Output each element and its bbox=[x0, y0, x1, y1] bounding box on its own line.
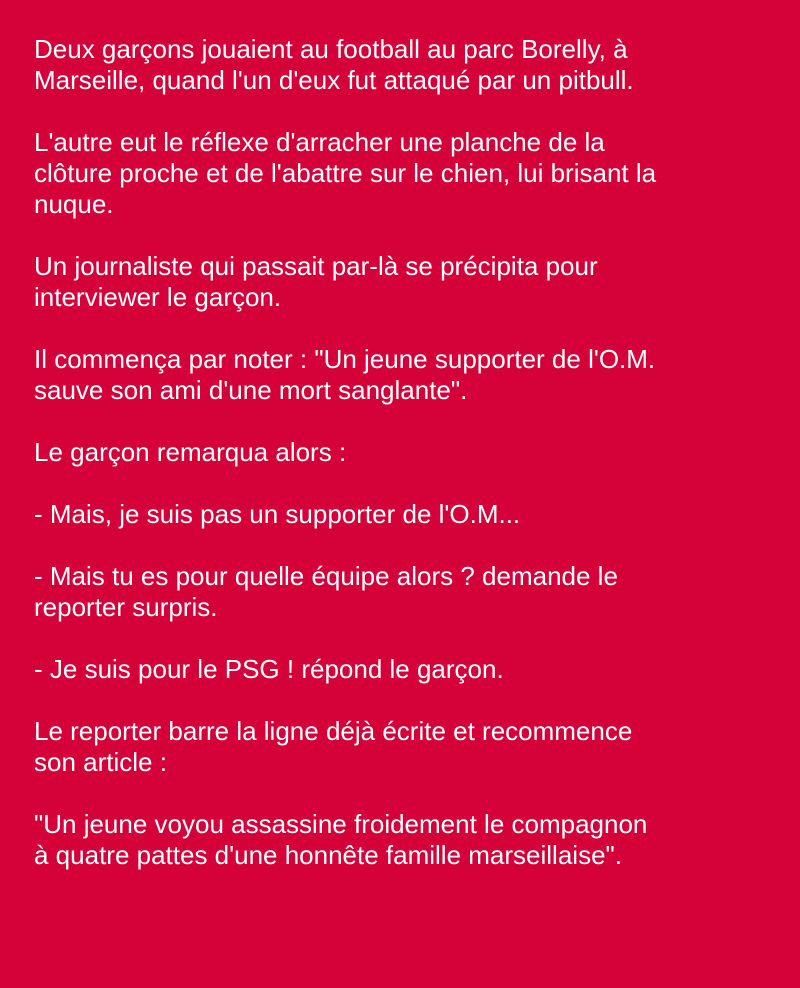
text-line: à quatre pattes d'une honnête famille marseillaise". bbox=[34, 840, 622, 870]
text-line: - Je suis pour le PSG ! répond le garçon. bbox=[34, 654, 504, 684]
paragraph-3 bbox=[34, 251, 800, 313]
text-line: sauve son ami d'une mort sanglante". bbox=[34, 375, 468, 405]
text-line: "Un jeune voyou assassine froidement le compagnon bbox=[34, 809, 648, 839]
paragraph-7 bbox=[34, 561, 800, 623]
text-line: - Mais tu es pour quelle équipe alors ? demande le bbox=[34, 561, 618, 591]
text-line: son article : bbox=[34, 747, 167, 777]
paragraph-5 bbox=[34, 437, 800, 468]
paragraph-6 bbox=[34, 499, 800, 530]
text-line: Un journaliste qui passait par-là se précipita pour bbox=[34, 251, 598, 281]
text-line: interviewer le garçon. bbox=[34, 282, 282, 312]
paragraph-4 bbox=[34, 344, 800, 406]
text-line: nuque. bbox=[34, 189, 114, 219]
text-line: Le garçon remarqua alors : bbox=[34, 437, 347, 467]
paragraph-2 bbox=[34, 127, 800, 220]
text-line: Marseille, quand l'un d'eux fut attaqué par un pitbull. bbox=[34, 65, 634, 95]
text-line: Le reporter barre la ligne déjà écrite et recommence bbox=[34, 716, 633, 746]
paragraph-9 bbox=[34, 716, 800, 778]
text-line: - Mais, je suis pas un supporter de l'O.M... bbox=[34, 499, 521, 529]
text-line: clôture proche et de l'abattre sur le chien, lui brisant la bbox=[34, 158, 657, 188]
text-line: Deux garçons jouaient au football au parc Borelly, à bbox=[34, 34, 628, 64]
paragraph-8 bbox=[34, 654, 800, 685]
text-line: L'autre eut le réflexe d'arracher une planche de la bbox=[34, 127, 605, 157]
text-line: reporter surpris. bbox=[34, 592, 218, 622]
paragraph-1 bbox=[34, 34, 800, 96]
text-line: Il commença par noter : "Un jeune supporter de l'O.M. bbox=[34, 344, 656, 374]
paragraph-10 bbox=[34, 809, 800, 871]
